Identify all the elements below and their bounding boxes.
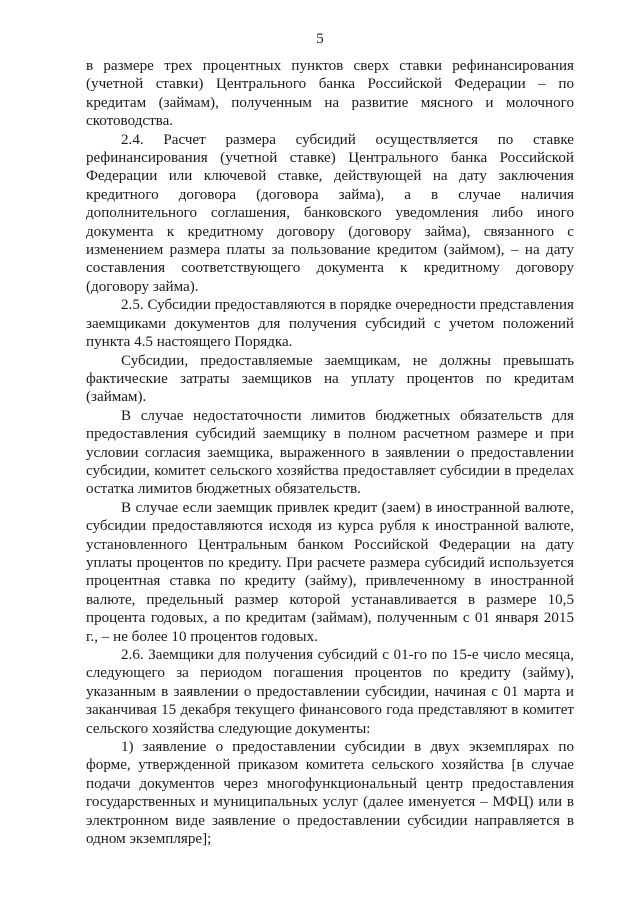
page-number: 5 bbox=[316, 31, 324, 47]
paragraph-foreign-currency: В случае если заемщик привлек кредит (заем) в иностранной валюте, субсидии предоставляются исходя из курса рубля к иностранной валюте, установленного Центральным банком Российской Федерации на дату уплаты процентов по кредиту. При расчете размера субсидий используется процентная ставка по кредиту (займу), привлеченному в иностранной валюте, предельный размер которой устанавливается в размере 10,5 процента годовых, а по кредитам (займам), полученным с 01 января 2015 г., – не более 10 процентов годовых. bbox=[86, 499, 574, 645]
paragraph-2-5: 2.5. Субсидии предоставляются в порядке очередности представления заемщиками документов для получения субсидий с учетом положений пункта 4.5 настоящего Порядка. bbox=[86, 297, 574, 351]
paragraph-item-1: 1) заявление о предоставлении субсидии в двух экземплярах по форме, утвержденной приказом комитета сельского хозяйства [в случае подачи документов через многофункциональный центр предоставления государственных и муниципальных услуг (далее именуется – МФЦ) или в электронном виде заявление о предоставлении субсидии направляется в одном экземпляре]; bbox=[86, 739, 574, 848]
paragraph-2-4: 2.4. Расчет размера субсидий осуществляется по ставке рефинансирования (учетной ставке) Центрального банка Российской Федерации или ключевой ставке, действующей на дату заключения кредитного договора (договора займа), а в случае наличия дополнительного соглашения, банковского уведомления либо иного документа к кредитному договору (договору займа), связанного с изменением размера платы за пользование кредитом (займом), – на дату составления соответствующего документа к кредитному договору (договору займа). bbox=[86, 131, 574, 295]
paragraph-subsidy-limit: Субсидии, предоставляемые заемщикам, не должны превышать фактические затраты заемщиков на уплату процентов по кредитам (займам). bbox=[86, 352, 574, 406]
paragraph-continuation: в размере трех процентных пунктов сверх ставки рефинансирования (учетной ставки) Центрального банка Российской Федерации – по кредитам (займам), полученным на развитие мясного и молочного скотоводства. bbox=[86, 58, 574, 130]
paragraph-2-6: 2.6. Заемщики для получения субсидий с 01-го по 15-е число месяца, следующего за периодом погашения процентов по кредиту (займу), указанным в заявлении о предоставлении субсидии, начиная с 01 марта и заканчивая 15 декабря текущего финансового года представляют в комитет сельского хозяйства следующие документы: bbox=[86, 647, 574, 737]
paragraph-insufficient-limits: В случае недостаточности лимитов бюджетных обязательств для предоставления субсидий заемщику в полном расчетном размере и при условии согласия заемщика, выраженного в заявлении о предоставлении субсидии, комитет сельского хозяйства предоставляет субсидии в пределах остатка лимитов бюджетных обязательств. bbox=[86, 407, 574, 498]
document-body bbox=[86, 57, 574, 848]
